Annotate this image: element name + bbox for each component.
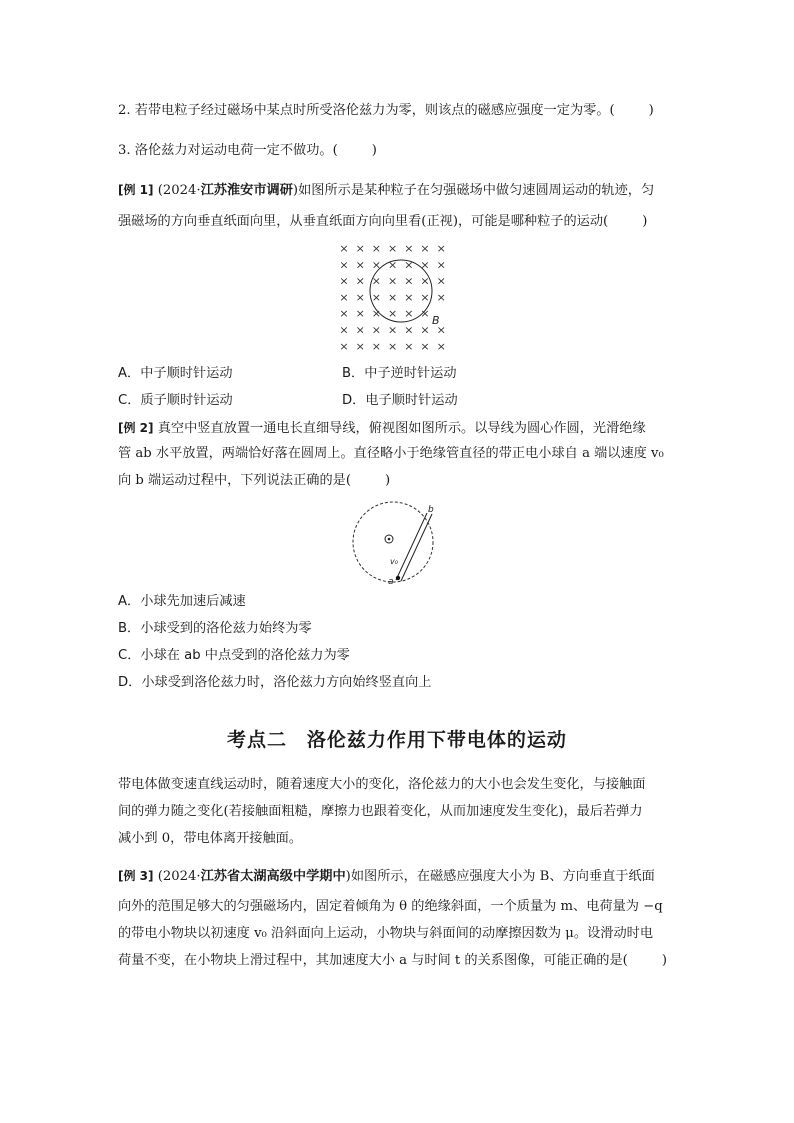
judgement-item-2-end: ) [648, 103, 654, 118]
field-cross: × [339, 290, 349, 304]
example-2-line-3-end: ) [384, 473, 391, 488]
field-cross: × [355, 323, 365, 337]
judgement-item-2 [118, 101, 654, 121]
field-cross: × [420, 242, 430, 255]
example-2-line-3 [118, 471, 390, 491]
wire-dot-icon [388, 538, 391, 541]
field-cross: × [420, 323, 430, 337]
field-cross: × [355, 339, 365, 353]
section-para-line-3: 减小到 0，带电体离开接触面。 [118, 831, 303, 846]
example-1-source-name: 江苏淮安市调研 [200, 183, 293, 198]
example-1-line-1 [118, 180, 654, 201]
example-2-line-1-text: 真空中竖直放置一通电长直细导线，俯视图如图所示。以导线为圆心作圆，光滑绝缘 [157, 421, 646, 436]
field-cross: × [355, 258, 365, 272]
example-1-tag: [例 1] [118, 183, 154, 197]
example-1-choice-c[interactable]: C．质子顺时针运动 [118, 393, 233, 408]
field-cross: × [436, 339, 446, 353]
field-cross: × [355, 274, 365, 288]
judgement-item-2-text: 2. 若带电粒子经过磁场中某点时所受洛伦兹力为零，则该点的磁感应强度一定为零。( [118, 103, 615, 118]
field-cross: × [355, 307, 365, 321]
field-cross: × [339, 339, 349, 353]
field-cross: × [371, 258, 382, 272]
example-2-line-1 [118, 418, 646, 439]
field-cross: × [420, 307, 430, 321]
judgement-item-3-text: 3. 洛伦兹力对运动电荷一定不做功。( [118, 143, 338, 158]
example-1-choice-b[interactable]: B．中子逆时针运动 [342, 366, 457, 381]
example-3-source-name: 江苏省太湖高级中学期中 [200, 869, 346, 884]
field-cross: × [371, 323, 382, 337]
example-3-source-year: (2024· [157, 869, 201, 884]
field-cross: × [404, 242, 414, 255]
example-3-line-2: 向外的范围足够大的匀强磁场内，固定着倾角为 θ 的绝缘斜面，一个质量为 m、电荷量为 −q [118, 899, 663, 914]
section-heading-title: 洛伦兹力作用下带电体的运动 [306, 729, 567, 751]
field-cross: × [436, 258, 446, 272]
example-3-tag: [例 3] [118, 869, 154, 883]
field-cross: × [404, 339, 414, 353]
field-cross: × [436, 274, 446, 288]
field-cross: × [404, 274, 414, 288]
field-cross: × [404, 307, 414, 321]
field-cross: × [371, 290, 382, 304]
field-cross: × [339, 274, 349, 288]
section-heading [0, 725, 794, 752]
example-2-tag: [例 2] [118, 421, 154, 435]
field-cross: × [387, 323, 398, 337]
field-cross: × [339, 307, 349, 321]
field-cross: × [420, 339, 430, 353]
example-1-source-year: (2024· [157, 183, 201, 198]
field-cross: × [371, 274, 382, 288]
example-3-line-4 [118, 951, 667, 971]
field-cross: × [387, 339, 398, 353]
field-cross: × [420, 258, 430, 272]
field-cross: × [371, 307, 382, 321]
example-2-choice-b[interactable]: B．小球受到的洛伦兹力始终为零 [118, 621, 312, 636]
field-cross: × [436, 323, 446, 337]
field-cross: × [371, 339, 382, 353]
field-cross: × [339, 242, 349, 255]
example-3-line-4-text: 荷量不变，在小物块上滑过程中，其加速度大小 a 与时间 t 的关系图像，可能正确的是( [118, 953, 628, 968]
field-cross: × [404, 323, 414, 337]
field-cross: × [387, 290, 398, 304]
example-1-line-2-end: ) [642, 214, 648, 229]
example-2-line-3-text: 向 b 端运动过程中，下列说法正确的是( [118, 473, 351, 488]
example-1-choice-d[interactable]: D．电子顺时针运动 [342, 393, 458, 408]
example-3-line-3: 的带电小物块以初速度 v₀ 沿斜面向上运动，小物块与斜面间的动摩擦因数为 μ。设滑动时电 [118, 926, 654, 941]
field-label-b: B [432, 314, 440, 327]
magnetic-field-figure [338, 240, 458, 355]
example-2-line-2 [118, 444, 664, 464]
label-b: b [428, 505, 434, 515]
field-cross: × [420, 290, 430, 304]
field-cross: × [387, 242, 398, 255]
dashed-circle [353, 502, 433, 582]
example-2-choice-c[interactable]: C．小球在 ab 中点受到的洛伦兹力为零 [118, 648, 350, 663]
label-v0: v₀ [390, 557, 398, 566]
field-cross: × [404, 258, 414, 272]
field-cross: × [355, 242, 365, 255]
field-cross: × [387, 258, 398, 272]
example-1-line-2 [118, 212, 647, 232]
tube-right-edge [401, 514, 432, 581]
field-cross: × [387, 307, 398, 321]
example-2-choice-a[interactable]: A．小球先加速后减速 [118, 594, 246, 609]
field-cross: × [436, 242, 446, 255]
field-cross: × [436, 290, 446, 304]
example-1-choice-a[interactable]: A．中子顺时针运动 [118, 366, 233, 381]
field-crosses [339, 242, 445, 353]
example-2-line-2-text: 管 ab 水平放置，两端恰好落在圆周上。直径略小于绝缘管直径的带正电小球自 a 端以速度 v₀ [118, 446, 664, 461]
example-3-line-1-text: )如图所示，在磁感应强度大小为 B、方向垂直于纸面 [345, 869, 655, 884]
field-cross: × [420, 274, 430, 288]
judgement-item-3-end: ) [371, 143, 377, 158]
field-cross: × [371, 242, 382, 255]
judgement-item-3 [118, 141, 377, 161]
field-cross: × [339, 258, 349, 272]
field-cross: × [387, 274, 398, 288]
field-cross: × [339, 323, 349, 337]
example-3-line-4-end: ) [661, 953, 667, 968]
section-para-line-2: 间的弹力随之变化(若接触面粗糙，摩擦力也跟着变化，从而加速度发生变化)，最后若弹力 [118, 804, 643, 819]
section-heading-label: 考点二 [227, 729, 288, 751]
charged-ball [396, 576, 400, 580]
field-cross: × [404, 290, 414, 304]
example-3-line-1 [118, 866, 655, 887]
tube-left-edge [396, 513, 427, 580]
example-1-line-2-text: 强磁场的方向垂直纸面向里，从垂直纸面方向向里看(正视)，可能是哪种粒子的运动( [118, 214, 609, 229]
field-cross: × [355, 290, 365, 304]
example-2-choice-d[interactable]: D．小球受到洛伦兹力时，洛伦兹力方向始终竖直向上 [118, 675, 432, 690]
wire-tube-figure [348, 500, 440, 586]
section-para-line-1: 带电体做变速直线运动时，随着速度大小的变化，洛伦兹力的大小也会发生变化，与接触面 [118, 777, 646, 792]
example-1-line-1-text: )如图所示是某种粒子在匀强磁场中做匀速圆周运动的轨迹，匀 [292, 183, 655, 198]
label-a: a [388, 577, 394, 586]
